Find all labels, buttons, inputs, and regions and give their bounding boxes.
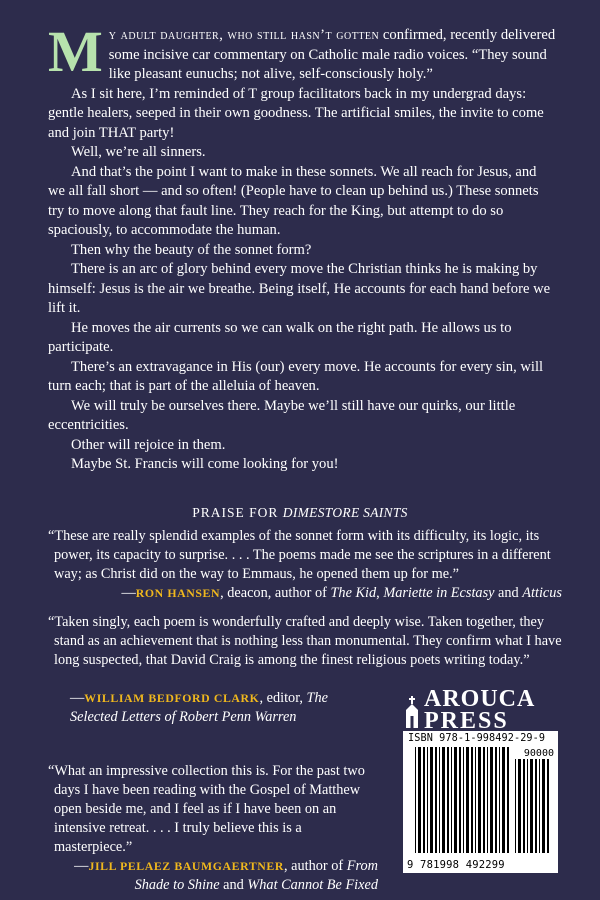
praise-heading-prefix: PRAISE FOR (192, 505, 279, 520)
blurb-attribution: —WILLIAM BEDFORD CLARK, editor, The Selected Letters of Robert Penn Warren (70, 690, 328, 725)
barcode-bar (466, 747, 469, 853)
barcode-bar (471, 747, 473, 853)
separator: , (376, 585, 384, 601)
barcode-bar (475, 747, 476, 853)
barcode-bar (463, 747, 464, 853)
separator: and (219, 877, 248, 893)
blurb-clark (48, 613, 564, 670)
separator: and (494, 585, 523, 601)
barcode-bar (451, 747, 452, 853)
blurb-author-name: JILL PELAEZ BAUMGAERTNER (88, 859, 285, 873)
attribution-text: , deacon, author of (220, 585, 331, 601)
barcode-bar (415, 747, 416, 853)
barcode-panel (403, 731, 558, 873)
blurb-author-name: RON HANSEN (135, 586, 221, 600)
barcode-bar (515, 759, 516, 853)
intro-paragraph: Maybe St. Francis will come looking for you! (71, 456, 339, 472)
publisher-name-line1: AROUCA (424, 686, 536, 712)
book-title: Mariette in Ecstasy (383, 585, 495, 601)
blurb-text: “These are really splendid examples of the sonnet form with its difficulty, its logic, its power, its capacity to surprise. . . . The poems made me see the scriptures in a different way; as Christ did on the way to Emmaus, he opened them up for me.” (48, 528, 551, 582)
ean-number: 9 781998 492299 (407, 859, 505, 871)
attribution-text: , editor, (259, 690, 307, 706)
attribution-text: , author of (284, 858, 347, 874)
book-title: Atticus (522, 585, 562, 601)
barcode-bar (502, 747, 505, 853)
praise-heading-title: DIMESTORE SAINTS (282, 505, 408, 520)
blurb-attribution: —JILL PELAEZ BAUMGAERTNER, author of From Shade to Shine and What Cannot Be Fixed (74, 858, 378, 893)
barcode-bar (535, 759, 537, 853)
book-title: What Cannot Be Fixed (247, 877, 378, 893)
isbn-text: ISBN 978-1-998492-29-9 (408, 733, 546, 744)
drop-cap: M (48, 19, 101, 84)
barcode-bar (495, 747, 497, 853)
barcode-bar (435, 747, 437, 853)
introduction (48, 19, 556, 475)
book-title: From Shade to Shine (134, 858, 378, 893)
opening-small-caps: y adult daughter, who still hasn’t gotten (108, 27, 380, 43)
publisher-logo (402, 684, 552, 730)
barcode-bar (478, 747, 481, 853)
intro-paragraph-1 (48, 19, 556, 85)
barcode-bar (454, 747, 457, 853)
barcode-bar (542, 759, 545, 853)
barcode-bar (547, 759, 549, 853)
barcode-bar (483, 747, 485, 853)
blurb-hansen (48, 527, 562, 603)
barcode-bar (430, 747, 433, 853)
barcode-bar (518, 759, 521, 853)
intro-paragraph: Other will rejoice in them. (71, 436, 226, 453)
barcode-bar (490, 747, 493, 853)
blurb-attribution: —RON HANSEN, deacon, author of The Kid, Mariette in Ecstasy and Atticus (121, 585, 562, 601)
intro-paragraph: Well, we’re all sinners. (71, 144, 206, 160)
barcode-bar (527, 759, 528, 853)
church-icon (406, 696, 418, 728)
barcode-bar (459, 747, 461, 853)
book-title: The Selected Letters of Robert Penn Warren (70, 690, 328, 725)
book-title: The Kid (330, 585, 377, 601)
intro-paragraph: And that’s the point I want to make in these sonnets. We all reach for Jesus, and we all fall short — and so often! (People have to clean up behind us.) These sonnets try to move along that fault line. They reach for the King, but attempt to do so spaciously, to accommodate the human. (48, 163, 539, 238)
intro-paragraph: We will truly be ourselves there. Maybe we’ll still have our quirks, our little eccentricities. (48, 397, 516, 433)
intro-paragraph: Then why the beauty of the sonnet form? (71, 241, 312, 258)
intro-paragraph: There is an arc of glory behind every move the Christian thinks he is making by himself: Jesus is the air we breathe. Being itself, He accounts for each hand before we lift it. (48, 261, 551, 316)
intro-paragraph: There’s an extravagance in His (our) every move. He accounts for every sin, will turn each; that is part of the alleluia of heaven. (48, 358, 544, 394)
barcode-bar (539, 759, 540, 853)
barcode-bar (442, 747, 445, 853)
price-barcode (515, 759, 553, 855)
barcode-bar (427, 747, 428, 853)
barcode-bar (507, 747, 509, 853)
barcode-bar (530, 759, 533, 853)
blurb-text: “What an impressive collection this is. For the past two days I have been reading with the Gospel of Matthew open beside me, and I feel as if I have been on an intensive retreat. . . . I truly believe this is a masterpiece.” (48, 763, 365, 855)
barcode-bar (499, 747, 500, 853)
barcode-bar (447, 747, 449, 853)
barcode-bar (523, 759, 525, 853)
praise-heading (0, 505, 600, 521)
barcode-bar (423, 747, 425, 853)
blurb-text: “Taken singly, each poem is wonderfully crafted and deeply wise. Taken together, they stand as an achievement that is nothing less than monumental. They confirm what I have long suspected, that David Craig is among the finest religious poets writing today.” (48, 614, 562, 668)
barcode-bar (487, 747, 488, 853)
barcode-bar (418, 747, 421, 853)
blurb-author-name: WILLIAM BEDFORD CLARK (84, 691, 260, 705)
blurb-baumgaertner (48, 762, 378, 895)
price-code: 90000 (523, 748, 554, 759)
ean-barcode (415, 747, 511, 855)
intro-paragraph-1-rest: confirmed, recently delivered some incisive car commentary on Catholic male radio voices. “They sound like pleasant eunuchs; not alive, self-consciously holy.” (108, 27, 556, 82)
intro-paragraph: He moves the air currents so we can walk on the right path. He allows us to participate. (48, 319, 512, 355)
publisher-name-line2: PRESS (424, 708, 509, 730)
intro-paragraph: As I sit here, I’m reminded of T group facilitators back in my undergrad days: gentle healers, seeped in their own goodness. The artificial smiles, the invite to come and join THAT party! (48, 85, 544, 141)
barcode-bar (439, 747, 440, 853)
